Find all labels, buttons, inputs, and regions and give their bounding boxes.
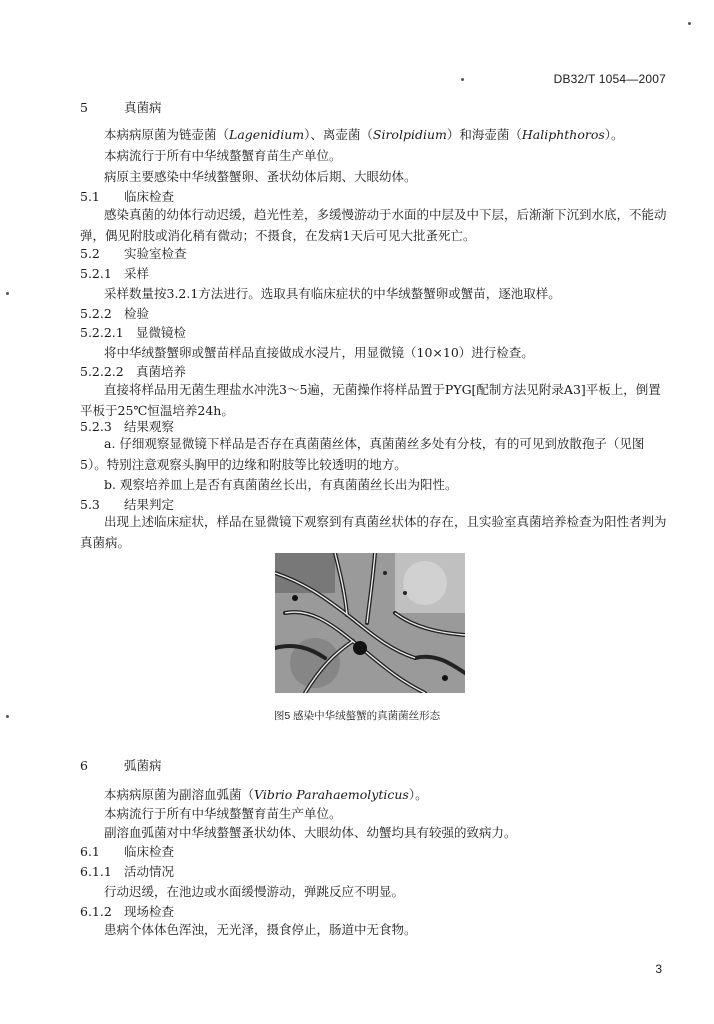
heading-6-1-2 [80, 904, 174, 920]
heading-5-2 [80, 246, 187, 262]
text-fragment: 本病病原菌为副溶血弧菌（ [104, 787, 255, 802]
section-number: 5 [80, 100, 88, 115]
section-title: 现场检查 [124, 904, 175, 919]
genus-name: Haliphthoros [521, 127, 605, 142]
paragraph-infection: 病原主要感染中华绒螯蟹卵、蚤状幼体后期、大眼幼体。 [104, 169, 417, 184]
species-name: Vibrio Parahaemolyticus [254, 787, 409, 802]
section-number: 5.2 [80, 246, 100, 261]
text-fragment: ）。 [408, 787, 428, 802]
heading-5-2-2-2 [80, 364, 186, 380]
text-fragment: ）、离壶菌（ [304, 127, 373, 142]
section-number: 5.2.2.2 [80, 364, 124, 379]
section-title: 真菌培养 [136, 364, 187, 379]
paragraph-culture: 直接将样品用无菌生理盐水冲洗3～5遍，无菌操作将样品置于PYG[配制方法见附录A3]平板上，倒置平板于25℃恒温培养24h。 [80, 382, 661, 418]
section-number: 5.1 [80, 189, 100, 204]
genus-name: Sirolpidium [372, 127, 447, 142]
heading-5-2-2-1 [80, 325, 186, 341]
standard-code: DB32/T 1054—2007 [553, 72, 666, 86]
section-title: 实验室检查 [124, 246, 187, 261]
heading-section-5 [80, 100, 162, 116]
genus-name: Lagenidium [229, 127, 305, 142]
scan-speck [461, 78, 464, 81]
section-title: 结果判定 [124, 497, 175, 512]
paragraph-observation-b: b. 观察培养皿上是否有真菌菌丝长出，有真菌菌丝长出为阳性。 [104, 477, 458, 492]
heading-section-6 [80, 758, 162, 774]
section-number: 5.2.2.1 [80, 325, 124, 340]
scan-speck [6, 292, 9, 295]
paragraph-observation-a: a. 仔细观察显微镜下样品是否存在真菌菌丝体，真菌菌丝多处有分枝，有的可见到放散孢子（见图5）。特别注意观察头胸甲的边缘和附肢等比较透明的地方。 [80, 436, 645, 472]
heading-5-2-1 [80, 266, 149, 282]
paragraph-vibrio-pathogenicity: 副溶血弧菌对中华绒螯蟹蚤状幼体、大眼幼体、幼蟹均具有较强的致病力。 [104, 825, 517, 840]
section-number: 5.2.3 [80, 419, 112, 434]
paragraph-vibrio-pathogen [104, 787, 428, 803]
heading-5-2-2 [80, 306, 149, 322]
paragraph-sampling: 采样数量按3.2.1方法进行。选取具有临床症状的中华绒螯蟹卵或蟹苗，逐池取样。 [104, 286, 561, 301]
section-number: 5.2.2 [80, 306, 112, 321]
section-title: 活动情况 [124, 864, 175, 879]
section-title: 显微镜检 [136, 325, 187, 340]
section-number: 6.1.1 [80, 864, 112, 879]
heading-6-1 [80, 844, 174, 860]
heading-5-1 [80, 189, 174, 205]
section-title: 检验 [124, 306, 150, 321]
section-number: 6 [80, 758, 88, 773]
section-title: 结果观察 [124, 419, 175, 434]
paragraph-pathogen [104, 127, 624, 143]
section-title: 采样 [124, 266, 150, 281]
paragraph-microscopy: 将中华绒螯蟹卵或蟹苗样品直接做成水浸片，用显微镜（10×10）进行检查。 [104, 345, 534, 360]
scan-speck [688, 22, 691, 25]
paragraph-activity: 行动迟缓，在池边或水面缓慢游动，弹跳反应不明显。 [104, 884, 405, 899]
fungal-hyphae-micrograph [275, 553, 465, 693]
section-title: 真菌病 [124, 100, 162, 115]
text-fragment: ）。 [604, 127, 624, 142]
paragraph-epidemic: 本病流行于所有中华绒螯蟹育苗生产单位。 [104, 148, 342, 163]
paragraph-clinical: 感染真菌的幼体行动迟缓，趋光性差，多缓慢游动于水面的中层及中下层，后渐渐下沉到水底，不能动弹，偶见附肢或消化稍有微动；不摄食，在发病1天后可见大批蚤死亡。 [80, 207, 667, 243]
paragraph-judgement: 出现上述临床症状，样品在显微镜下观察到有真菌丝状体的存在，且实验室真菌培养检查为阳性者判为真菌病。 [80, 514, 667, 550]
paragraph-field-inspection: 患病个体体色浑浊，无光泽，摄食停止，肠道中无食物。 [104, 922, 417, 937]
micrograph-image [275, 553, 465, 693]
section-title: 弧菌病 [124, 758, 162, 773]
section-number: 5.3 [80, 497, 100, 512]
section-number: 6.1.2 [80, 904, 112, 919]
section-number: 5.2.1 [80, 266, 112, 281]
text-fragment: ）和海壶菌（ [446, 127, 522, 142]
text-fragment: 本病病原菌为链壶菌（ [104, 127, 230, 142]
heading-6-1-1 [80, 864, 174, 880]
section-title: 临床检查 [124, 189, 175, 204]
section-number: 6.1 [80, 844, 100, 859]
page-number: 3 [655, 962, 662, 976]
section-title: 临床检查 [124, 844, 175, 859]
paragraph-vibrio-epidemic: 本病流行于所有中华绒螯蟹育苗生产单位。 [104, 806, 342, 821]
figure-caption: 图5 感染中华绒螯蟹的真菌菌丝形态 [273, 710, 441, 722]
